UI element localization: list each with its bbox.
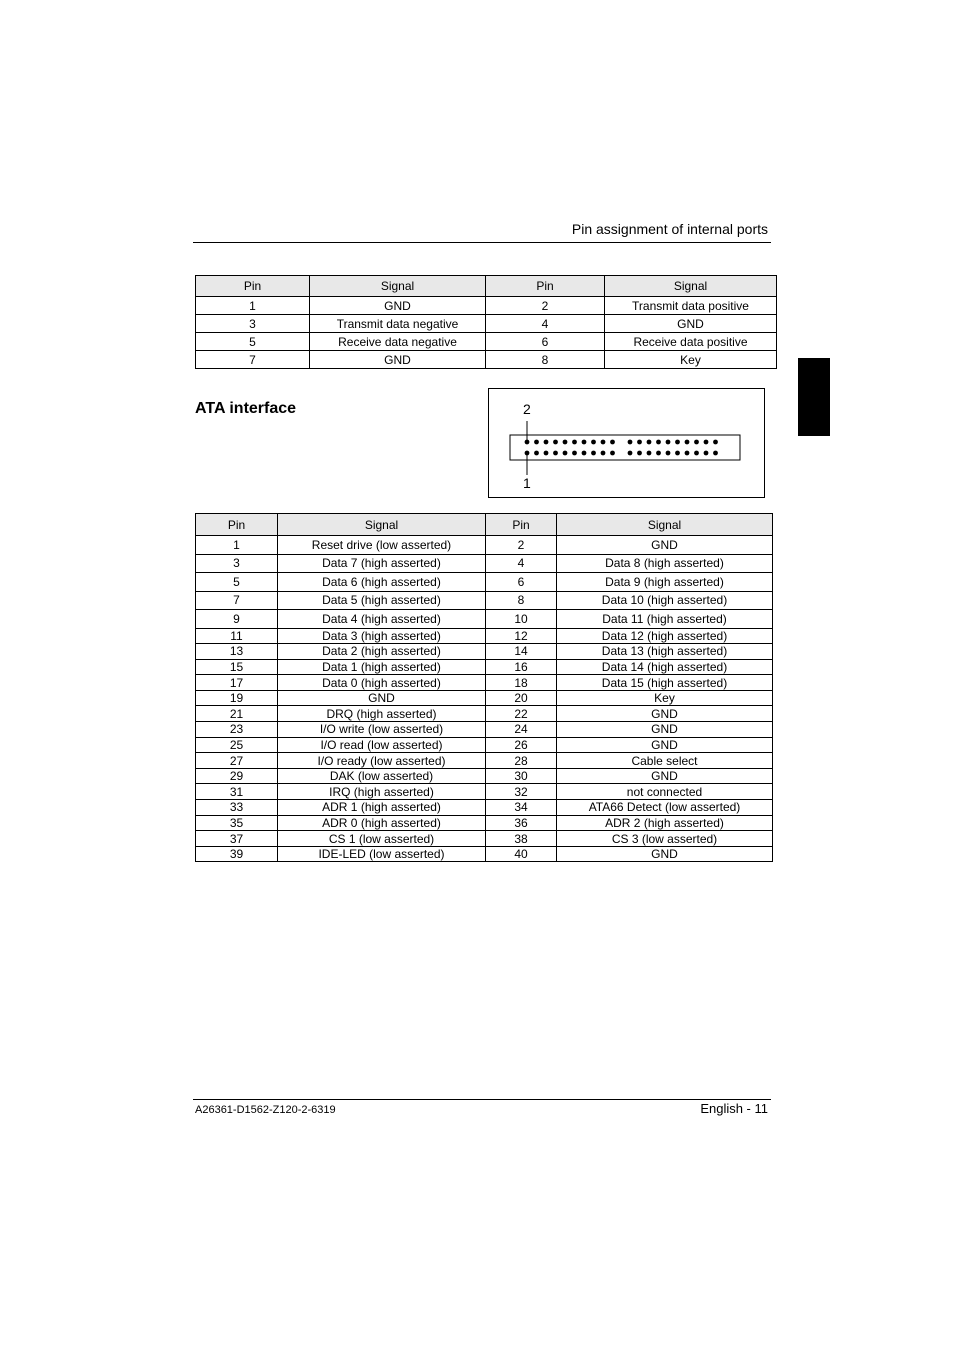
table-row <box>196 706 773 722</box>
signal-cell: GND <box>605 315 777 333</box>
signal-cell: Data 15 (high asserted) <box>557 675 773 691</box>
pin-1-label: 1 <box>523 475 531 491</box>
column-header: Signal <box>278 514 486 536</box>
pin-number-cell: 2 <box>486 536 557 555</box>
column-header: Signal <box>557 514 773 536</box>
connector-pin-dot <box>553 440 558 445</box>
signal-cell: DRQ (high asserted) <box>278 706 486 722</box>
signal-cell: Reset drive (low asserted) <box>278 536 486 555</box>
signal-cell: Data 13 (high asserted) <box>557 644 773 660</box>
table-row <box>196 659 773 675</box>
signal-cell: GND <box>310 351 486 369</box>
connector-pin-dot <box>563 440 568 445</box>
connector-pin-dot <box>525 451 530 456</box>
signal-cell: Transmit data negative <box>310 315 486 333</box>
connector-pin-dot <box>675 451 680 456</box>
signal-cell: GND <box>557 737 773 753</box>
column-header: Signal <box>310 276 486 297</box>
connector-pin-dot <box>544 440 549 445</box>
header-divider <box>193 242 771 243</box>
pin-number-cell: 35 <box>196 815 278 831</box>
pin-number-cell: 30 <box>486 768 557 784</box>
pin-number-cell: 8 <box>486 351 605 369</box>
connector-pin-dot <box>666 440 671 445</box>
pin-number-cell: 1 <box>196 536 278 555</box>
pin-number-cell: 7 <box>196 351 310 369</box>
pin-number-cell: 11 <box>196 628 278 644</box>
pin-number-cell: 24 <box>486 722 557 738</box>
ata-connector-diagram <box>488 388 765 498</box>
connector-pin-dot <box>544 451 549 456</box>
signal-cell: GND <box>557 768 773 784</box>
signal-cell: Data 4 (high asserted) <box>278 610 486 629</box>
signal-cell: Data 14 (high asserted) <box>557 659 773 675</box>
connector-pin-dot <box>675 440 680 445</box>
pin-number-cell: 8 <box>486 591 557 610</box>
signal-cell: Data 6 (high asserted) <box>278 573 486 592</box>
signal-cell: IDE-LED (low asserted) <box>278 846 486 862</box>
signal-cell: Data 3 (high asserted) <box>278 628 486 644</box>
connector-pin-dot <box>637 451 642 456</box>
signal-cell: GND <box>278 690 486 706</box>
pin-number-cell: 22 <box>486 706 557 722</box>
footer-divider <box>193 1099 771 1100</box>
pin-number-cell: 27 <box>196 753 278 769</box>
signal-cell: Data 1 (high asserted) <box>278 659 486 675</box>
table-row <box>196 675 773 691</box>
table-row <box>196 351 777 369</box>
signal-cell: Receive data negative <box>310 333 486 351</box>
signal-cell: ATA66 Detect (low asserted) <box>557 800 773 816</box>
signal-cell: ADR 2 (high asserted) <box>557 815 773 831</box>
signal-cell: I/O read (low asserted) <box>278 737 486 753</box>
pin-number-cell: 3 <box>196 554 278 573</box>
signal-cell: Data 2 (high asserted) <box>278 644 486 660</box>
signal-cell: I/O ready (low asserted) <box>278 753 486 769</box>
table-row <box>196 610 773 629</box>
pin-number-cell: 25 <box>196 737 278 753</box>
pin-number-cell: 5 <box>196 333 310 351</box>
pin-number-cell: 5 <box>196 573 278 592</box>
connector-pin-dot <box>713 451 718 456</box>
signal-cell: not connected <box>557 784 773 800</box>
connector-pin-dot <box>656 440 661 445</box>
connector-pin-dot <box>647 451 652 456</box>
pin-number-cell: 16 <box>486 659 557 675</box>
signal-cell: CS 1 (low asserted) <box>278 831 486 847</box>
pin-dots <box>525 440 718 456</box>
signal-cell: CS 3 (low asserted) <box>557 831 773 847</box>
table-row <box>196 554 773 573</box>
chapter-tab-marker <box>798 358 830 436</box>
signal-cell: Transmit data positive <box>605 297 777 315</box>
connector-pin-dot <box>694 440 699 445</box>
connector-pin-dot <box>582 440 587 445</box>
signal-cell: IRQ (high asserted) <box>278 784 486 800</box>
pin-number-cell: 15 <box>196 659 278 675</box>
connector-pin-dot <box>628 451 633 456</box>
signal-cell: Data 11 (high asserted) <box>557 610 773 629</box>
pin-number-cell: 3 <box>196 315 310 333</box>
pin-number-cell: 28 <box>486 753 557 769</box>
connector-pin-dot <box>656 451 661 456</box>
signal-cell: Data 0 (high asserted) <box>278 675 486 691</box>
connector-pin-dot <box>694 451 699 456</box>
pin-number-cell: 4 <box>486 315 605 333</box>
pin-number-cell: 34 <box>486 800 557 816</box>
pin-number-cell: 39 <box>196 846 278 862</box>
pin-number-cell: 18 <box>486 675 557 691</box>
signal-cell: Key <box>605 351 777 369</box>
pin-number-cell: 17 <box>196 675 278 691</box>
signal-cell: Data 8 (high asserted) <box>557 554 773 573</box>
table-row <box>196 784 773 800</box>
pin-number-cell: 37 <box>196 831 278 847</box>
pin-number-cell: 1 <box>196 297 310 315</box>
signal-cell: Key <box>557 690 773 706</box>
table-row <box>196 644 773 660</box>
table-row <box>196 846 773 862</box>
column-header: Pin <box>196 276 310 297</box>
column-header: Pin <box>196 514 278 536</box>
signal-cell: I/O write (low asserted) <box>278 722 486 738</box>
connector-pin-dot <box>534 440 539 445</box>
pin-number-cell: 38 <box>486 831 557 847</box>
connector-pin-dot <box>572 451 577 456</box>
connector-pin-dot <box>610 451 615 456</box>
signal-cell: Data 5 (high asserted) <box>278 591 486 610</box>
pin-number-cell: 10 <box>486 610 557 629</box>
table-row <box>196 800 773 816</box>
connector-pin-dot <box>704 440 709 445</box>
connector-pin-dot <box>685 440 690 445</box>
connector-pin-dot <box>685 451 690 456</box>
column-header: Pin <box>486 276 605 297</box>
pin-number-cell: 26 <box>486 737 557 753</box>
connector-pin-dot <box>591 451 596 456</box>
connector-pin-dot <box>647 440 652 445</box>
column-header: Pin <box>486 514 557 536</box>
pin-number-cell: 29 <box>196 768 278 784</box>
table-row <box>196 815 773 831</box>
section-heading: ATA interface <box>195 400 297 417</box>
connector-pin-dot <box>628 440 633 445</box>
pin-number-cell: 12 <box>486 628 557 644</box>
table-row <box>196 297 777 315</box>
pin-number-cell: 9 <box>196 610 278 629</box>
signal-cell: Data 10 (high asserted) <box>557 591 773 610</box>
signal-cell: Data 12 (high asserted) <box>557 628 773 644</box>
signal-cell: GND <box>557 846 773 862</box>
pin-number-cell: 32 <box>486 784 557 800</box>
pin-number-cell: 21 <box>196 706 278 722</box>
signal-cell: ADR 0 (high asserted) <box>278 815 486 831</box>
table-row <box>196 536 773 555</box>
signal-cell: Receive data positive <box>605 333 777 351</box>
pin-table-serial <box>195 275 777 369</box>
connector-pin-dot <box>637 440 642 445</box>
document-id: A26361-D1562-Z120-2-6319 <box>195 1104 336 1116</box>
connector-pin-dot <box>610 440 615 445</box>
connector-pin-dot <box>525 440 530 445</box>
pin-number-cell: 6 <box>486 333 605 351</box>
signal-cell: Cable select <box>557 753 773 769</box>
table-row <box>196 831 773 847</box>
pin-number-cell: 14 <box>486 644 557 660</box>
table-header-row <box>196 514 773 536</box>
pin-number-cell: 7 <box>196 591 278 610</box>
connector-pin-dot <box>534 451 539 456</box>
connector-pin-dot <box>601 451 606 456</box>
pin-number-cell: 23 <box>196 722 278 738</box>
connector-pin-dot <box>582 451 587 456</box>
connector-pin-dot <box>563 451 568 456</box>
column-header: Signal <box>605 276 777 297</box>
connector-pin-dot <box>601 440 606 445</box>
table-row <box>196 628 773 644</box>
pin-number-cell: 20 <box>486 690 557 706</box>
signal-cell: ADR 1 (high asserted) <box>278 800 486 816</box>
signal-cell: Data 9 (high asserted) <box>557 573 773 592</box>
connector-pin-dot <box>553 451 558 456</box>
signal-cell: Data 7 (high asserted) <box>278 554 486 573</box>
pin-number-cell: 4 <box>486 554 557 573</box>
connector-pin-dot <box>704 451 709 456</box>
signal-cell: DAK (low asserted) <box>278 768 486 784</box>
connector-pin-dot <box>591 440 596 445</box>
table-row <box>196 690 773 706</box>
table-row <box>196 573 773 592</box>
pin-number-cell: 6 <box>486 573 557 592</box>
connector-pin-dot <box>572 440 577 445</box>
signal-cell: GND <box>310 297 486 315</box>
pin-table-ata <box>195 513 773 862</box>
pin-number-cell: 40 <box>486 846 557 862</box>
pin-number-cell: 2 <box>486 297 605 315</box>
table-row <box>196 753 773 769</box>
table-row <box>196 333 777 351</box>
connector-pin-dot <box>666 451 671 456</box>
connector-pin-dot <box>713 440 718 445</box>
pin-number-cell: 36 <box>486 815 557 831</box>
table-row <box>196 722 773 738</box>
table-row <box>196 591 773 610</box>
table-row <box>196 737 773 753</box>
table-row <box>196 315 777 333</box>
page-header-title: Pin assignment of internal ports <box>571 221 768 237</box>
signal-cell: GND <box>557 536 773 555</box>
pin-number-cell: 31 <box>196 784 278 800</box>
pin-number-cell: 19 <box>196 690 278 706</box>
pin-number-cell: 33 <box>196 800 278 816</box>
signal-cell: GND <box>557 706 773 722</box>
page-number: English - 11 <box>700 1101 768 1116</box>
pin-number-cell: 13 <box>196 644 278 660</box>
signal-cell: GND <box>557 722 773 738</box>
table-row <box>196 768 773 784</box>
table-header-row <box>196 276 777 297</box>
pin-2-label: 2 <box>523 401 531 417</box>
